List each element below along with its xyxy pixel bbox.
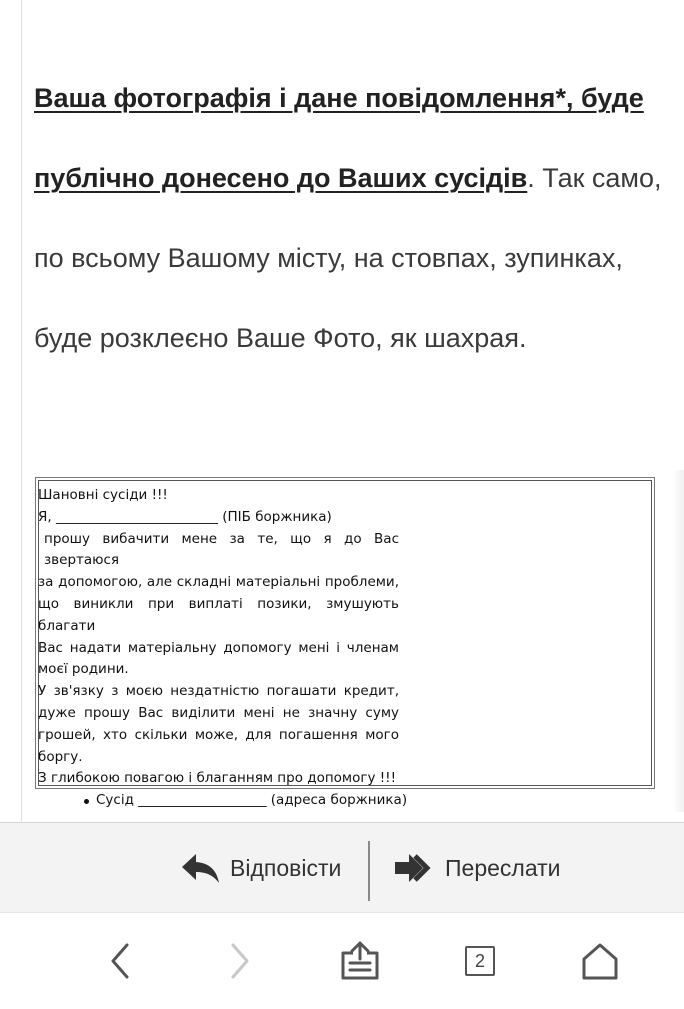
paragraph-line-4: буде розклеєно Ваше Фото, як шахрая. bbox=[34, 323, 527, 353]
notice-body-line: дуже прошу Вас виділити мені не значну суму bbox=[38, 704, 399, 721]
notice-body-line: що виникли при виплаті позики, змушують благати bbox=[38, 595, 399, 634]
notice-name-line: Я, ________________________ (ПІБ боржника) bbox=[38, 508, 332, 525]
nav-back-button[interactable] bbox=[90, 913, 150, 1009]
notice-body-line: Вас надати матеріальну допомогу мені і членам bbox=[38, 639, 399, 656]
notice-closing: З глибокою повагою і благанням про допомогу !!! bbox=[38, 770, 396, 787]
scroll-shadow bbox=[673, 470, 684, 812]
nav-share-button[interactable] bbox=[330, 913, 390, 1009]
home-icon bbox=[580, 941, 620, 981]
bold-underlined-text: Ваша фотографія і дане повідомлення*, буде bbox=[34, 83, 644, 113]
back-icon bbox=[105, 941, 135, 981]
notice-body-line: боргу. bbox=[38, 748, 83, 765]
notice-bullet-item bbox=[38, 790, 408, 812]
nav-forward-button[interactable] bbox=[210, 913, 270, 1009]
reply-arrow-icon bbox=[180, 852, 220, 884]
bullet-dot-icon bbox=[84, 799, 89, 804]
paragraph-text: . Так само, bbox=[527, 163, 662, 193]
share-icon bbox=[340, 941, 380, 981]
reply-bar bbox=[0, 822, 684, 912]
paragraph-line-3: по всьому Вашому місту, на стовпах, зупинках, bbox=[34, 243, 623, 273]
browser-nav-bar bbox=[0, 912, 684, 1008]
forward-button[interactable] bbox=[393, 823, 561, 913]
paragraph-line-2 bbox=[34, 158, 674, 198]
notice-text bbox=[38, 485, 408, 812]
notice-body-line: за допомогою, але складні матеріальні проблеми, bbox=[38, 574, 399, 591]
forward-arrow-icon bbox=[393, 852, 435, 884]
notice-body-line: моєї родини. bbox=[38, 661, 129, 678]
notice-body-line: прошу вибачити мене за те, що я до Вас звертаюся bbox=[44, 530, 399, 569]
notice-bullet-text: Сусід ___________________ (адреса боржника) bbox=[96, 792, 408, 809]
reply-bar-divider bbox=[368, 841, 370, 901]
reply-label: Відповісти bbox=[230, 854, 342, 881]
notice-body-line: У зв'язку з моєю нездатністю погашати кредит, bbox=[38, 683, 399, 700]
notice-greeting: Шановні сусіди !!! bbox=[38, 487, 168, 503]
content-edge-line bbox=[21, 0, 22, 822]
forward-icon bbox=[225, 941, 255, 981]
notice-body-line: грошей, хто скільки може, для погашення мого bbox=[38, 726, 399, 743]
nav-home-button[interactable] bbox=[570, 913, 630, 1009]
bold-underlined-text: публічно донесено до Ваших сусідів bbox=[34, 163, 528, 193]
tabs-icon: 2 bbox=[465, 946, 495, 976]
nav-tabs-button[interactable] bbox=[450, 913, 510, 1009]
paragraph-line-1 bbox=[34, 78, 674, 118]
forward-label: Переслати bbox=[445, 854, 561, 881]
reply-button[interactable] bbox=[180, 823, 341, 913]
notice-box bbox=[35, 477, 655, 809]
